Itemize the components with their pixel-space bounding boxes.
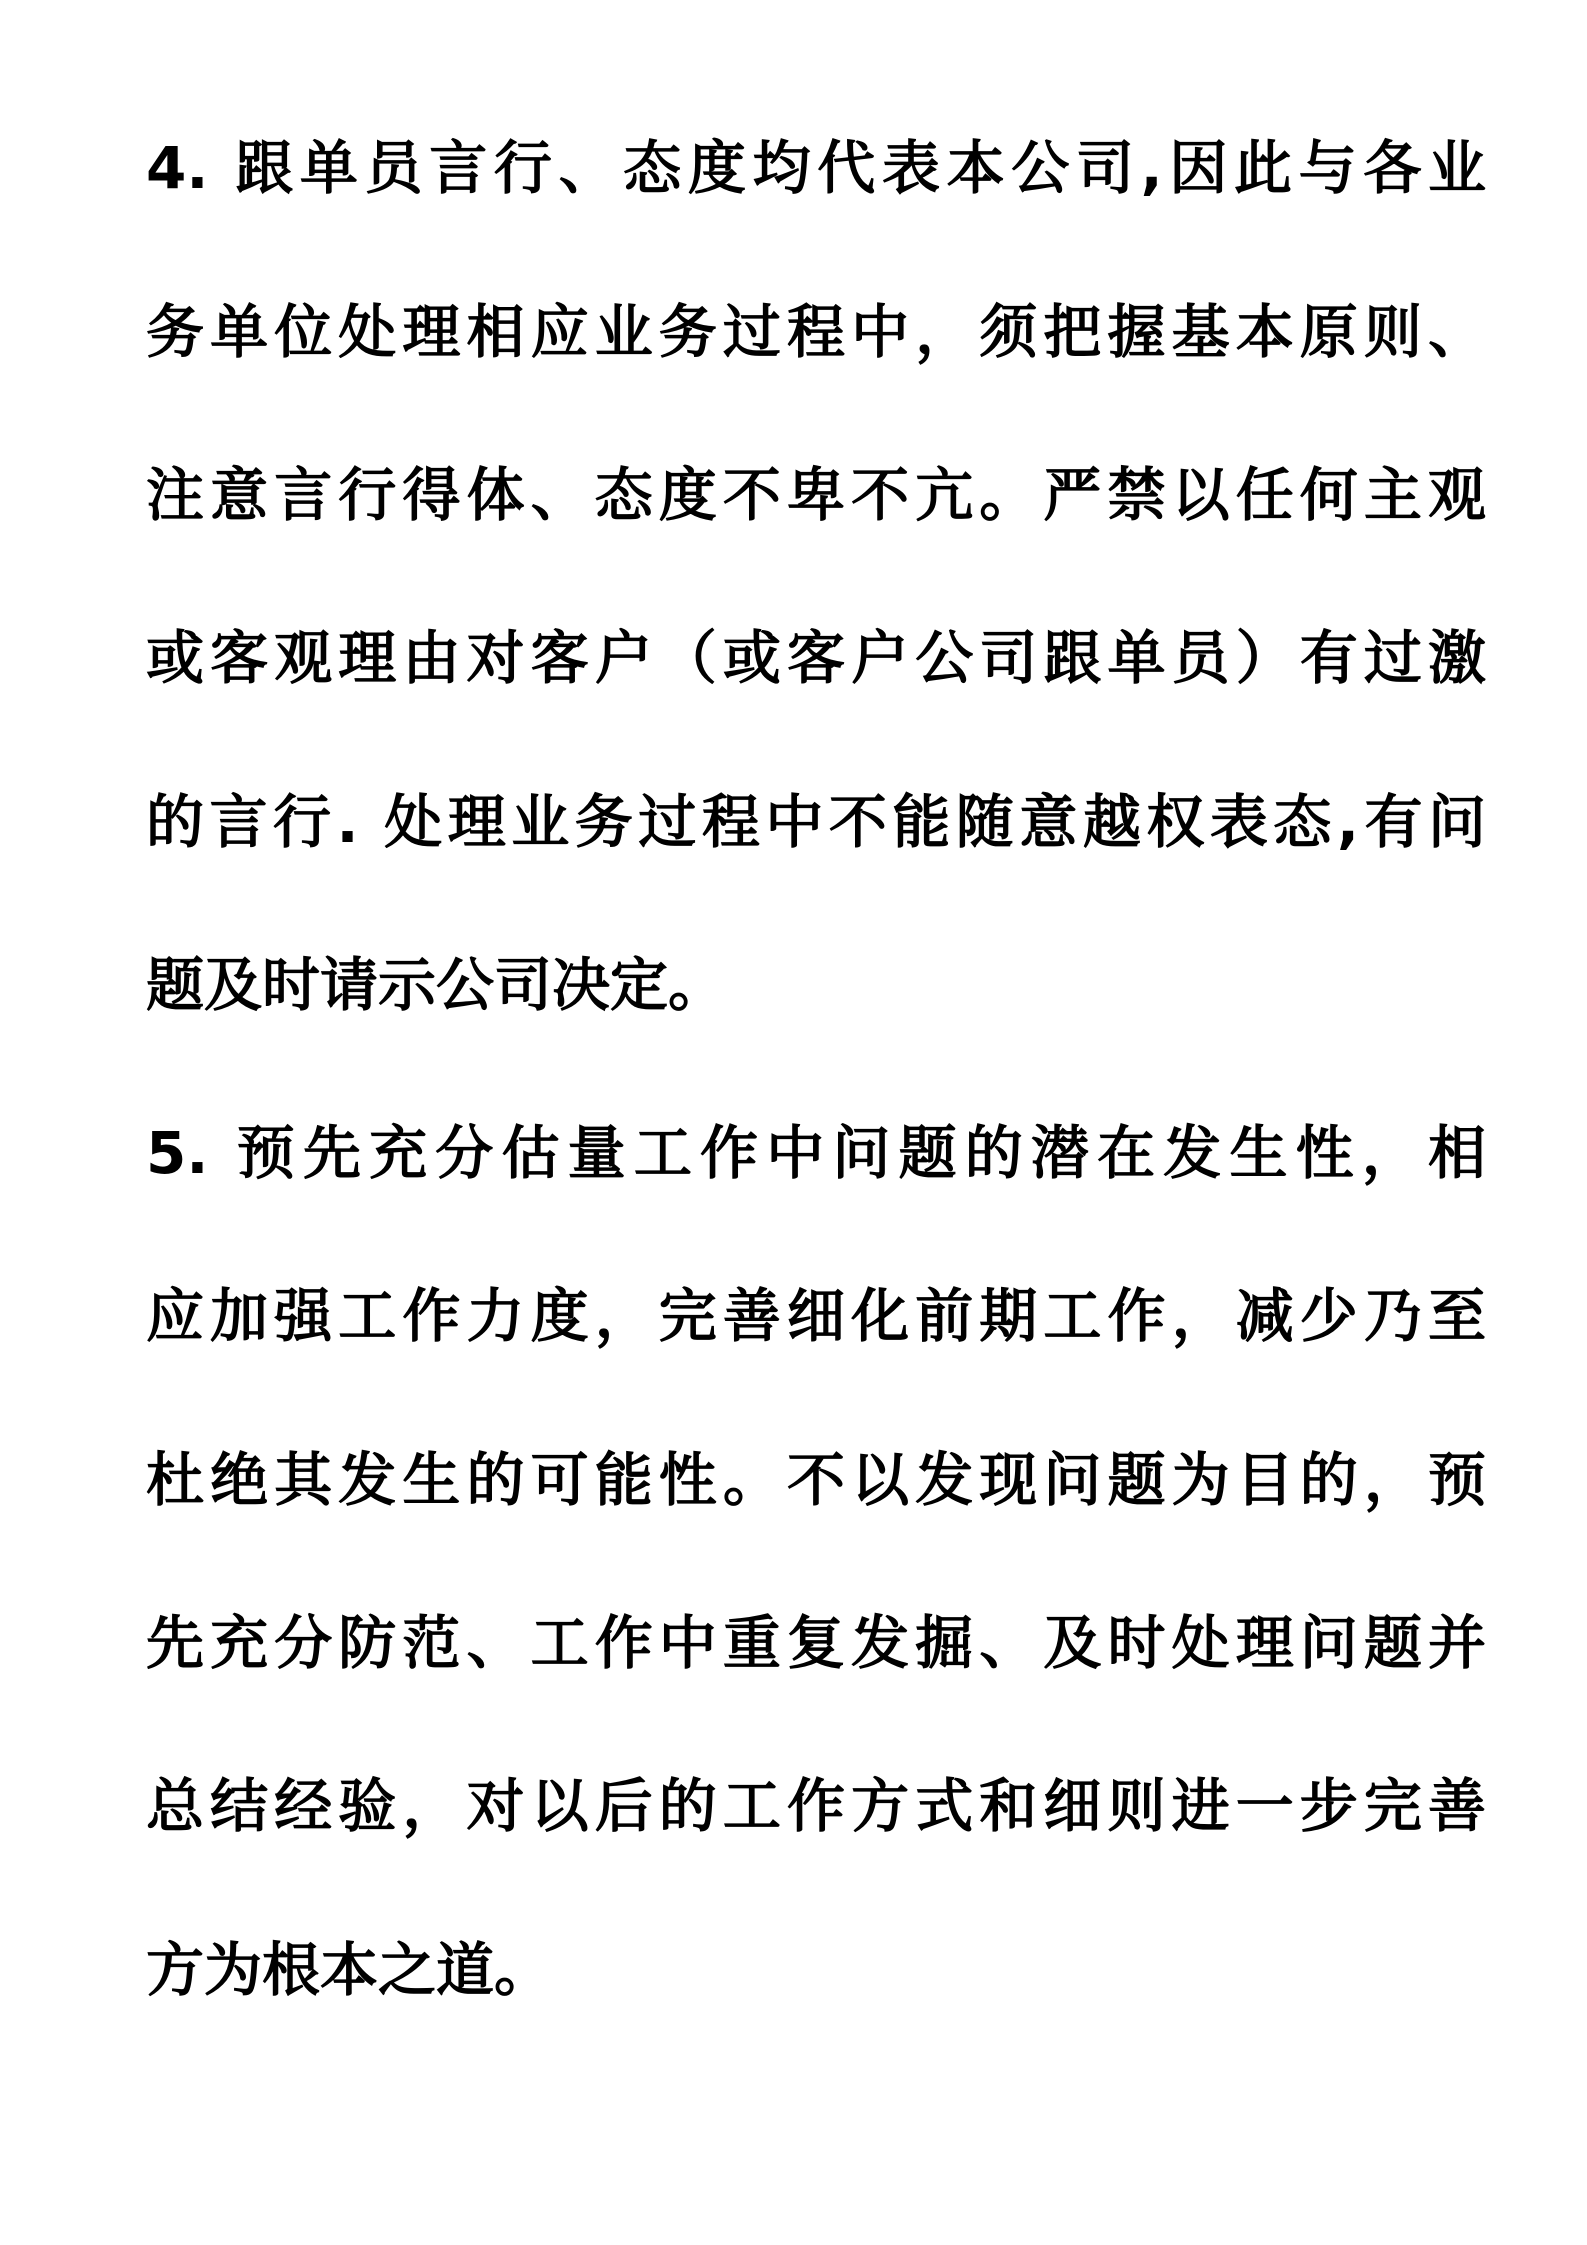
paragraph-4-line-2: 务单位处理相应业务过程中，须把握基本原则、: [146, 298, 1486, 366]
paragraph-4-line-1: 4. 跟单员言行、态度均代表本公司,因此与各业: [146, 134, 1486, 202]
paragraph-4-line-4: 或客观理由对客户（或客户公司跟单员）有过激: [146, 624, 1486, 692]
paragraph-5-line-3: 杜绝其发生的可能性。不以发现问题为目的，预: [146, 1446, 1486, 1514]
paragraph-5-line-2: 应加强工作力度，完善细化前期工作，减少乃至: [146, 1282, 1486, 1350]
paragraph-5-line-1: 5. 预先充分估量工作中问题的潜在发生性，相: [146, 1119, 1486, 1187]
paragraph-5-line-4: 先充分防范、工作中重复发掘、及时处理问题并: [146, 1609, 1486, 1677]
paragraph-4-line-5: 的言行. 处理业务过程中不能随意越权表态,有问: [146, 788, 1486, 856]
paragraph-4-line-6: 题及时请示公司决定。: [146, 951, 727, 1019]
paragraph-5-line-6: 方为根本之道。: [146, 1936, 553, 2004]
paragraph-4-line-3: 注意言行得体、态度不卑不亢。严禁以任何主观: [146, 461, 1486, 529]
paragraph-5-line-5: 总结经验，对以后的工作方式和细则进一步完善: [146, 1772, 1486, 1840]
